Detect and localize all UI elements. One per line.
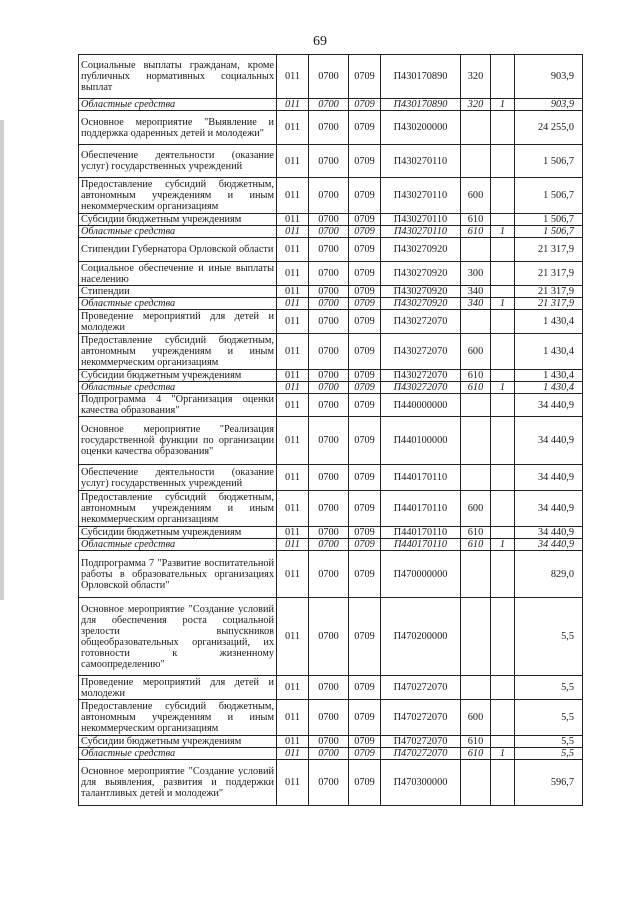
row-name: Подпрограмма 7 "Развитие воспитательной работы в образовательных организациях Орловской области" [79, 551, 277, 598]
row-grbs-code: 011 [277, 748, 309, 760]
row-section-code: 0700 [309, 262, 349, 286]
row-name: Стипендии [79, 286, 277, 298]
row-funding-source [491, 334, 515, 370]
row-subsection-code: 0709 [349, 676, 381, 700]
row-subsection-code: 0709 [349, 298, 381, 310]
row-expense-type: 600 [461, 700, 491, 736]
row-expense-type: 320 [461, 99, 491, 111]
table-row [79, 214, 583, 226]
row-grbs-code: 011 [277, 700, 309, 736]
row-amount: 5,5 [515, 676, 583, 700]
row-subsection-code: 0709 [349, 539, 381, 551]
row-grbs-code: 011 [277, 111, 309, 145]
row-amount: 34 440,9 [515, 527, 583, 539]
row-target-code: П430270110 [381, 145, 461, 178]
row-amount: 1 506,7 [515, 145, 583, 178]
row-name: Областные средства [79, 226, 277, 238]
row-subsection-code: 0709 [349, 551, 381, 598]
row-expense-type: 600 [461, 491, 491, 527]
row-amount: 903,9 [515, 99, 583, 111]
row-target-code: П430272070 [381, 382, 461, 394]
row-funding-source: 1 [491, 748, 515, 760]
row-grbs-code: 011 [277, 145, 309, 178]
table-row [79, 491, 583, 527]
row-section-code: 0700 [309, 178, 349, 214]
row-grbs-code: 011 [277, 99, 309, 111]
row-name: Областные средства [79, 99, 277, 111]
row-funding-source [491, 238, 515, 262]
row-grbs-code: 011 [277, 262, 309, 286]
row-target-code: П440170110 [381, 491, 461, 527]
row-grbs-code: 011 [277, 214, 309, 226]
row-target-code: П440170110 [381, 539, 461, 551]
row-amount: 34 440,9 [515, 539, 583, 551]
row-name: Подпрограмма 4 "Организация оценки качества образования" [79, 394, 277, 417]
row-expense-type [461, 465, 491, 491]
row-grbs-code: 011 [277, 539, 309, 551]
row-target-code: П430270920 [381, 238, 461, 262]
table-row [79, 760, 583, 806]
row-name: Проведение мероприятий для детей и молодежи [79, 676, 277, 700]
row-grbs-code: 011 [277, 465, 309, 491]
row-name: Основное мероприятие "Реализация государственной функции по организации оценки качества образования" [79, 417, 277, 465]
row-amount: 829,0 [515, 551, 583, 598]
row-funding-source [491, 214, 515, 226]
row-subsection-code: 0709 [349, 527, 381, 539]
row-funding-source [491, 262, 515, 286]
row-funding-source [491, 700, 515, 736]
table-row [79, 382, 583, 394]
row-grbs-code: 011 [277, 760, 309, 806]
row-target-code: П430270920 [381, 298, 461, 310]
row-grbs-code: 011 [277, 382, 309, 394]
table-row [79, 417, 583, 465]
row-section-code: 0700 [309, 417, 349, 465]
row-name: Предоставление субсидий бюджетным, автономным учреждениям и иным некоммерческим организациям [79, 334, 277, 370]
row-expense-type: 610 [461, 382, 491, 394]
row-expense-type: 300 [461, 262, 491, 286]
row-expense-type: 610 [461, 226, 491, 238]
row-amount: 34 440,9 [515, 417, 583, 465]
row-expense-type: 610 [461, 370, 491, 382]
table-row [79, 598, 583, 676]
row-section-code: 0700 [309, 539, 349, 551]
row-subsection-code: 0709 [349, 55, 381, 99]
row-expense-type [461, 760, 491, 806]
row-section-code: 0700 [309, 214, 349, 226]
row-expense-type: 610 [461, 748, 491, 760]
row-target-code: П470272070 [381, 748, 461, 760]
row-funding-source [491, 527, 515, 539]
table-row [79, 539, 583, 551]
row-grbs-code: 011 [277, 334, 309, 370]
row-target-code: П430270920 [381, 262, 461, 286]
row-amount: 596,7 [515, 760, 583, 806]
row-name: Предоставление субсидий бюджетным, автономным учреждениям и иным некоммерческим организациям [79, 700, 277, 736]
row-target-code: П430170890 [381, 55, 461, 99]
row-expense-type: 600 [461, 334, 491, 370]
table-row [79, 262, 583, 286]
row-section-code: 0700 [309, 491, 349, 527]
row-grbs-code: 011 [277, 226, 309, 238]
row-name: Основное мероприятие "Выявление и поддержка одаренных детей и молодежи" [79, 111, 277, 145]
row-name: Социальное обеспечение и иные выплаты населению [79, 262, 277, 286]
row-expense-type: 320 [461, 55, 491, 99]
row-section-code: 0700 [309, 298, 349, 310]
row-amount: 34 440,9 [515, 465, 583, 491]
row-amount: 1 430,4 [515, 382, 583, 394]
row-funding-source: 1 [491, 226, 515, 238]
row-grbs-code: 011 [277, 238, 309, 262]
row-subsection-code: 0709 [349, 145, 381, 178]
row-amount: 21 317,9 [515, 286, 583, 298]
table-row [79, 298, 583, 310]
row-section-code: 0700 [309, 676, 349, 700]
row-target-code: П430270110 [381, 226, 461, 238]
table-row [79, 226, 583, 238]
row-section-code: 0700 [309, 370, 349, 382]
row-funding-source [491, 491, 515, 527]
row-name: Обеспечение деятельности (оказание услуг) государственных учреждений [79, 145, 277, 178]
table-row [79, 465, 583, 491]
row-section-code: 0700 [309, 598, 349, 676]
row-target-code: П430272070 [381, 334, 461, 370]
row-target-code: П430270920 [381, 286, 461, 298]
row-expense-type [461, 417, 491, 465]
row-grbs-code: 011 [277, 491, 309, 527]
row-funding-source [491, 465, 515, 491]
row-amount: 5,5 [515, 598, 583, 676]
row-grbs-code: 011 [277, 736, 309, 748]
row-section-code: 0700 [309, 238, 349, 262]
row-expense-type [461, 111, 491, 145]
row-subsection-code: 0709 [349, 178, 381, 214]
row-section-code: 0700 [309, 551, 349, 598]
row-grbs-code: 011 [277, 527, 309, 539]
row-name: Проведение мероприятий для детей и молодежи [79, 310, 277, 334]
row-funding-source [491, 394, 515, 417]
row-expense-type [461, 676, 491, 700]
table-row [79, 178, 583, 214]
row-name: Областные средства [79, 298, 277, 310]
row-funding-source: 1 [491, 382, 515, 394]
row-grbs-code: 011 [277, 417, 309, 465]
row-subsection-code: 0709 [349, 748, 381, 760]
row-subsection-code: 0709 [349, 417, 381, 465]
row-amount: 21 317,9 [515, 298, 583, 310]
row-target-code: П430272070 [381, 370, 461, 382]
row-name: Предоставление субсидий бюджетным, автономным учреждениям и иным некоммерческим организациям [79, 178, 277, 214]
row-expense-type: 610 [461, 214, 491, 226]
row-name: Стипендии Губернатора Орловской области [79, 238, 277, 262]
row-funding-source [491, 310, 515, 334]
row-target-code: П470272070 [381, 676, 461, 700]
row-target-code: П440100000 [381, 417, 461, 465]
row-target-code: П470000000 [381, 551, 461, 598]
row-subsection-code: 0709 [349, 394, 381, 417]
row-amount: 903,9 [515, 55, 583, 99]
row-grbs-code: 011 [277, 394, 309, 417]
row-grbs-code: 011 [277, 178, 309, 214]
row-subsection-code: 0709 [349, 99, 381, 111]
row-funding-source [491, 760, 515, 806]
row-expense-type [461, 310, 491, 334]
row-target-code: П430270110 [381, 178, 461, 214]
row-funding-source: 1 [491, 539, 515, 551]
row-amount: 5,5 [515, 700, 583, 736]
row-funding-source [491, 111, 515, 145]
row-name: Областные средства [79, 539, 277, 551]
row-section-code: 0700 [309, 55, 349, 99]
table-row [79, 334, 583, 370]
table-row [79, 145, 583, 178]
row-amount: 34 440,9 [515, 394, 583, 417]
row-expense-type: 340 [461, 298, 491, 310]
table-row [79, 238, 583, 262]
row-expense-type [461, 238, 491, 262]
row-section-code: 0700 [309, 760, 349, 806]
row-amount: 24 255,0 [515, 111, 583, 145]
row-subsection-code: 0709 [349, 700, 381, 736]
table-row [79, 55, 583, 99]
row-funding-source [491, 286, 515, 298]
row-section-code: 0700 [309, 99, 349, 111]
row-section-code: 0700 [309, 334, 349, 370]
table-row [79, 394, 583, 417]
row-funding-source [491, 598, 515, 676]
row-section-code: 0700 [309, 700, 349, 736]
table-row [79, 736, 583, 748]
row-amount: 5,5 [515, 736, 583, 748]
row-funding-source: 1 [491, 298, 515, 310]
row-section-code: 0700 [309, 145, 349, 178]
row-subsection-code: 0709 [349, 238, 381, 262]
row-subsection-code: 0709 [349, 310, 381, 334]
row-amount: 1 506,7 [515, 214, 583, 226]
table-row [79, 527, 583, 539]
row-name: Субсидии бюджетным учреждениям [79, 214, 277, 226]
row-funding-source [491, 55, 515, 99]
row-target-code: П430270110 [381, 214, 461, 226]
row-name: Основное мероприятие "Создание условий для выявления, развития и поддержки талантливых детей и молодежи" [79, 760, 277, 806]
table-row [79, 700, 583, 736]
row-target-code: П440000000 [381, 394, 461, 417]
row-expense-type [461, 551, 491, 598]
table-row [79, 748, 583, 760]
row-section-code: 0700 [309, 736, 349, 748]
row-expense-type: 610 [461, 736, 491, 748]
scan-edge-line [0, 120, 4, 600]
row-expense-type [461, 598, 491, 676]
row-subsection-code: 0709 [349, 334, 381, 370]
row-amount: 21 317,9 [515, 238, 583, 262]
row-grbs-code: 011 [277, 598, 309, 676]
row-funding-source [491, 736, 515, 748]
row-subsection-code: 0709 [349, 226, 381, 238]
row-funding-source: 1 [491, 99, 515, 111]
table-row [79, 676, 583, 700]
row-name: Предоставление субсидий бюджетным, автономным учреждениям и иным некоммерческим организациям [79, 491, 277, 527]
row-funding-source [491, 178, 515, 214]
row-name: Субсидии бюджетным учреждениям [79, 370, 277, 382]
row-funding-source [491, 417, 515, 465]
row-name: Субсидии бюджетным учреждениям [79, 736, 277, 748]
row-subsection-code: 0709 [349, 111, 381, 145]
row-funding-source [491, 551, 515, 598]
row-funding-source [491, 370, 515, 382]
row-grbs-code: 011 [277, 676, 309, 700]
row-section-code: 0700 [309, 527, 349, 539]
row-subsection-code: 0709 [349, 760, 381, 806]
row-subsection-code: 0709 [349, 491, 381, 527]
row-amount: 1 430,4 [515, 310, 583, 334]
row-section-code: 0700 [309, 226, 349, 238]
row-grbs-code: 011 [277, 298, 309, 310]
row-section-code: 0700 [309, 748, 349, 760]
row-section-code: 0700 [309, 382, 349, 394]
budget-table [78, 54, 583, 806]
budget-table-body [79, 55, 583, 806]
row-expense-type: 600 [461, 178, 491, 214]
row-funding-source [491, 676, 515, 700]
row-target-code: П470200000 [381, 598, 461, 676]
row-target-code: П430272070 [381, 310, 461, 334]
row-target-code: П430200000 [381, 111, 461, 145]
row-subsection-code: 0709 [349, 286, 381, 298]
row-funding-source [491, 145, 515, 178]
row-target-code: П440170110 [381, 527, 461, 539]
row-amount: 21 317,9 [515, 262, 583, 286]
table-row [79, 310, 583, 334]
row-target-code: П430170890 [381, 99, 461, 111]
row-expense-type: 610 [461, 539, 491, 551]
row-amount: 1 430,4 [515, 370, 583, 382]
table-row [79, 370, 583, 382]
table-row [79, 99, 583, 111]
row-expense-type: 340 [461, 286, 491, 298]
row-section-code: 0700 [309, 286, 349, 298]
row-grbs-code: 011 [277, 551, 309, 598]
row-subsection-code: 0709 [349, 382, 381, 394]
row-name: Субсидии бюджетным учреждениям [79, 527, 277, 539]
row-grbs-code: 011 [277, 310, 309, 334]
row-name: Обеспечение деятельности (оказание услуг) государственных учреждений [79, 465, 277, 491]
row-name: Основное мероприятие "Создание условий для обеспечения роста социальной зрелости выпускников общеобразовательных организаций, их готовности к жизненному самоопределению" [79, 598, 277, 676]
row-grbs-code: 011 [277, 370, 309, 382]
table-row [79, 111, 583, 145]
row-name: Областные средства [79, 748, 277, 760]
row-amount: 1 430,4 [515, 334, 583, 370]
row-name: Областные средства [79, 382, 277, 394]
row-target-code: П470272070 [381, 736, 461, 748]
table-row [79, 286, 583, 298]
row-expense-type: 610 [461, 527, 491, 539]
row-section-code: 0700 [309, 465, 349, 491]
row-target-code: П470300000 [381, 760, 461, 806]
row-amount: 1 506,7 [515, 178, 583, 214]
row-subsection-code: 0709 [349, 465, 381, 491]
row-amount: 1 506,7 [515, 226, 583, 238]
row-subsection-code: 0709 [349, 214, 381, 226]
row-subsection-code: 0709 [349, 598, 381, 676]
row-amount: 5,5 [515, 748, 583, 760]
row-section-code: 0700 [309, 394, 349, 417]
row-name: Социальные выплаты гражданам, кроме публичных нормативных социальных выплат [79, 55, 277, 99]
row-grbs-code: 011 [277, 286, 309, 298]
row-subsection-code: 0709 [349, 370, 381, 382]
table-row [79, 551, 583, 598]
row-expense-type [461, 145, 491, 178]
row-section-code: 0700 [309, 310, 349, 334]
row-amount: 34 440,9 [515, 491, 583, 527]
row-subsection-code: 0709 [349, 262, 381, 286]
row-section-code: 0700 [309, 111, 349, 145]
row-subsection-code: 0709 [349, 736, 381, 748]
row-expense-type [461, 394, 491, 417]
row-target-code: П440170110 [381, 465, 461, 491]
page-number: 69 [313, 34, 327, 49]
row-grbs-code: 011 [277, 55, 309, 99]
row-target-code: П470272070 [381, 700, 461, 736]
